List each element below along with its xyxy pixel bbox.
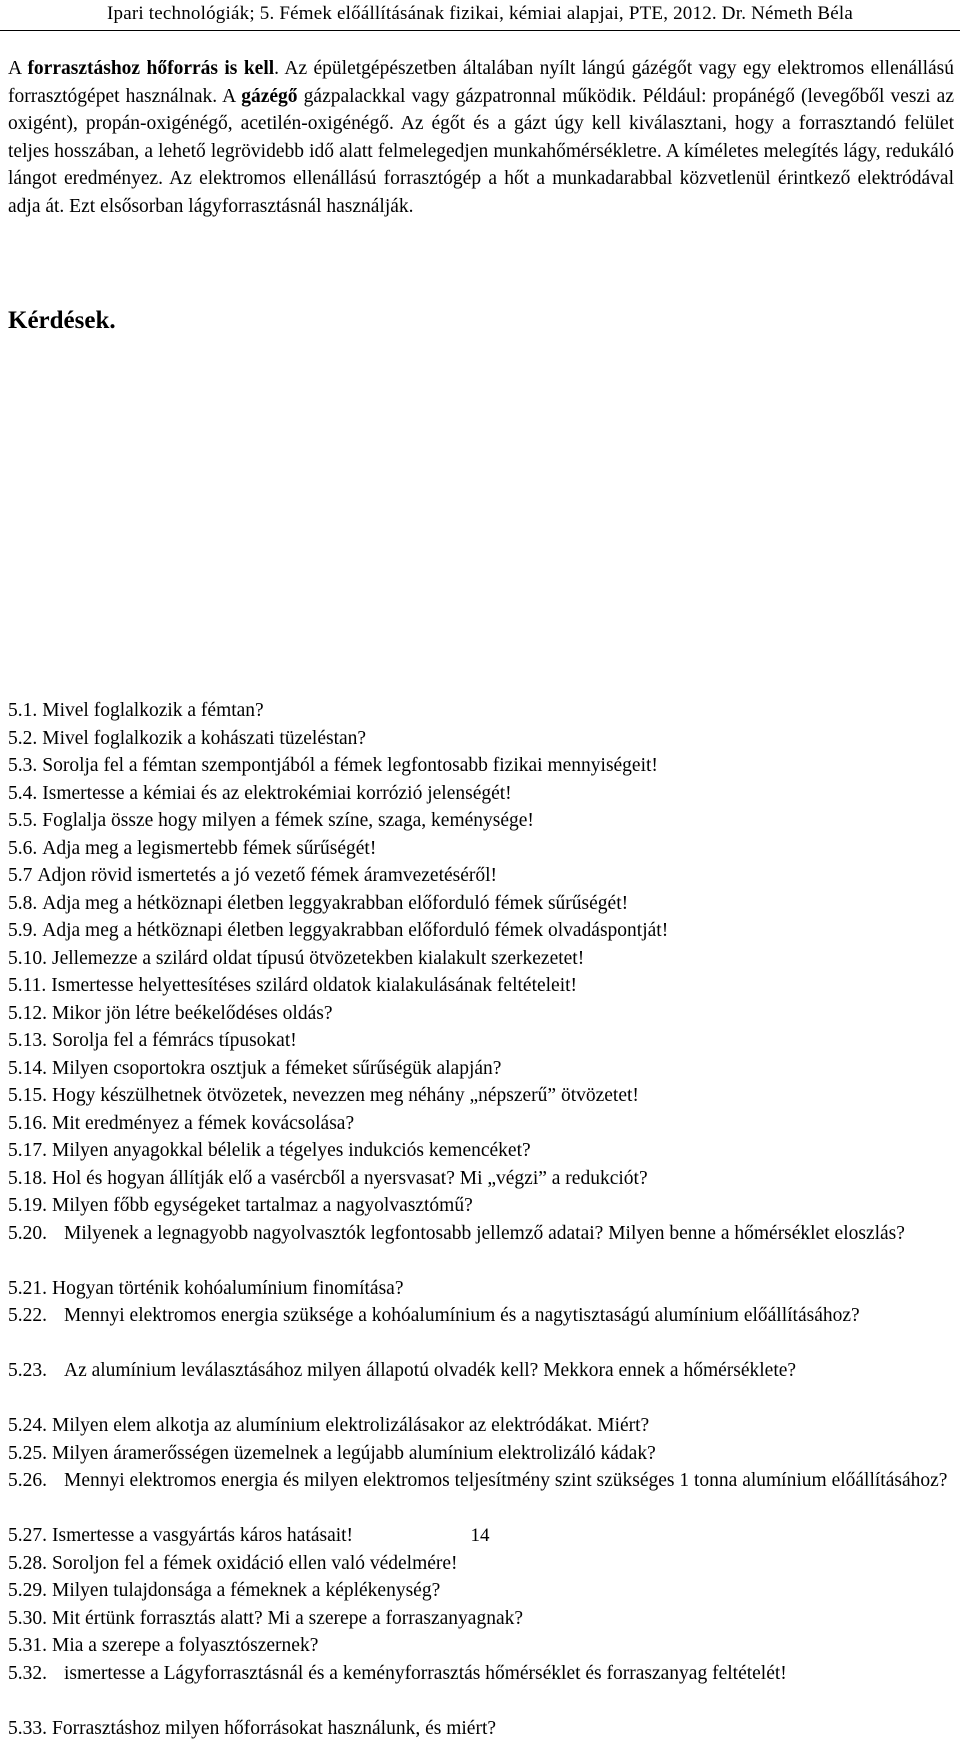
question-item bbox=[8, 1110, 954, 1138]
question-number: 5.1. bbox=[8, 697, 37, 725]
question-number: 5.26. bbox=[8, 1467, 64, 1495]
question-text: Foglalja össze hogy milyen a fémek színe, szaga, keménysége! bbox=[42, 807, 534, 835]
question-item bbox=[8, 890, 954, 918]
question-number: 5.17. bbox=[8, 1137, 47, 1165]
question-item bbox=[8, 972, 954, 1000]
question-number: 5.4. bbox=[8, 780, 37, 808]
question-number: 5.5. bbox=[8, 807, 37, 835]
question-text: Adjon rövid ismertetés a jó vezető fémek áramvezetéséről! bbox=[37, 862, 497, 890]
question-item bbox=[8, 1275, 954, 1303]
intro-text-2: . Az épületgépészetben általában nyílt lángú gázégőt vagy egy elektromos ellenállású forrasztógépet használnak. A bbox=[8, 58, 954, 107]
question-item bbox=[8, 752, 954, 780]
question-item bbox=[8, 1137, 954, 1165]
question-number: 5.6. bbox=[8, 835, 37, 863]
question-item bbox=[8, 917, 954, 945]
question-text: Mia a szerepe a folyasztószernek? bbox=[52, 1632, 318, 1660]
intro-text-3: gázpalackkal vagy gázpatronnal működik. Például: propánégő (levegőből veszi az oxigént), propán-oxigénégő, acetilén-oxigénégő. Az égőt és a gázt úgy kell kiválasztani, hogy a forrasztandó felület teljes hosszában, a lehető legrövidebb idő alatt felmelegedjen munkahőmérsékletre. A kíméletes melegítés lágy, redukáló lángot eredményez. Az elektromos ellenállású forrasztógép a hőt a munkadarabbal közvetlenül érintkező elektródával adja át. Ezt elsősorban lágyforrasztásnál használják. bbox=[8, 86, 954, 217]
question-item bbox=[8, 1715, 954, 1742]
question-number: 5.13. bbox=[8, 1027, 47, 1055]
intro-text-1: A bbox=[8, 58, 27, 79]
question-text: Forrasztáshoz milyen hőforrásokat használunk, és miért? bbox=[52, 1715, 496, 1742]
page-number: 14 bbox=[0, 1524, 960, 1548]
question-text: Mivel foglalkozik a kohászati tüzeléstan? bbox=[42, 725, 366, 753]
question-text: Milyen tulajdonsága a fémeknek a képlékenység? bbox=[52, 1577, 440, 1605]
question-item bbox=[8, 1660, 954, 1688]
question-item bbox=[8, 945, 954, 973]
question-text: Mivel foglalkozik a fémtan? bbox=[42, 697, 263, 725]
question-number: 5.28. bbox=[8, 1550, 47, 1578]
question-number: 5.27. bbox=[8, 1522, 47, 1550]
question-text: Sorolja fel a fémtan szempontjából a fémek legfontosabb fizikai mennyiségeit! bbox=[42, 752, 658, 780]
question-number: 5.25. bbox=[8, 1440, 47, 1468]
question-item bbox=[8, 1055, 954, 1083]
question-text: Adja meg a hétköznapi életben leggyakrabban előforduló fémek olvadáspontját! bbox=[42, 917, 668, 945]
question-number: 5.12. bbox=[8, 1000, 47, 1028]
question-number: 5.3. bbox=[8, 752, 37, 780]
question-number: 5.8. bbox=[8, 890, 37, 918]
question-item bbox=[8, 1577, 954, 1605]
intro-paragraph bbox=[8, 55, 954, 220]
question-text: Az alumínium leválasztásához milyen állapotú olvadék kell? Mekkora ennek a hőmérséklete? bbox=[64, 1357, 954, 1385]
question-text: Ismertesse a vasgyártás káros hatásait! bbox=[52, 1522, 353, 1550]
question-text: Adja meg a hétköznapi életben leggyakrabban előforduló fémek sűrűségét! bbox=[42, 890, 628, 918]
question-text: Hogyan történik kohóalumínium finomítása? bbox=[52, 1275, 403, 1303]
question-text: ismertesse a Lágyforrasztásnál és a keményforrasztás hőmérséklet és forraszanyag feltételét! bbox=[64, 1660, 954, 1688]
question-number: 5.9. bbox=[8, 917, 37, 945]
question-item bbox=[8, 1357, 954, 1385]
question-text: Ismertesse a kémiai és az elektrokémiai korrózió jelenségét! bbox=[42, 780, 511, 808]
question-text: Milyen áramerősségen üzemelnek a legújabb alumínium elektrolizáló kádak? bbox=[52, 1440, 656, 1468]
question-text: Soroljon fel a fémek oxidáció ellen való védelmére! bbox=[52, 1550, 458, 1578]
question-item bbox=[8, 1605, 954, 1633]
question-text: Jellemezze a szilárd oldat típusú ötvözetekben kialakult szerkezetet! bbox=[52, 945, 584, 973]
question-number: 5.14. bbox=[8, 1055, 47, 1083]
question-item bbox=[8, 780, 954, 808]
question-item bbox=[8, 1550, 954, 1578]
question-text: Adja meg a legismertebb fémek sűrűségét! bbox=[42, 835, 376, 863]
question-text: Milyenek a legnagyobb nagyolvasztók legfontosabb jellemző adatai? Milyen benne a hőmérséklet eloszlás? bbox=[64, 1220, 954, 1248]
question-number: 5.18. bbox=[8, 1165, 47, 1193]
question-item bbox=[8, 1467, 954, 1495]
question-item bbox=[8, 862, 954, 890]
running-header: Ipari technológiák; 5. Fémek előállításának fizikai, kémiai alapjai, PTE, 2012. Dr. Németh Béla bbox=[0, 0, 960, 31]
question-text: Milyen főbb egységeket tartalmaz a nagyolvasztómű? bbox=[52, 1192, 473, 1220]
question-text: Sorolja fel a fémrács típusokat! bbox=[52, 1027, 297, 1055]
question-item bbox=[8, 1632, 954, 1660]
question-text: Milyen anyagokkal bélelik a tégelyes indukciós kemencéket? bbox=[52, 1137, 531, 1165]
question-text: Mennyi elektromos energia szüksége a kohóalumínium és a nagytisztaságú alumínium előállításához? bbox=[64, 1302, 954, 1330]
question-number: 5.10. bbox=[8, 945, 47, 973]
question-text: Milyen elem alkotja az alumínium elektrolizálásakor az elektródákat. Miért? bbox=[52, 1412, 649, 1440]
question-number: 5.11. bbox=[8, 972, 46, 1000]
question-number: 5.23. bbox=[8, 1357, 64, 1385]
question-number: 5.33. bbox=[8, 1715, 47, 1742]
question-text: Mennyi elektromos energia és milyen elektromos teljesítmény szint szükséges 1 tonna alumínium előállításához? bbox=[64, 1467, 954, 1495]
question-text: Milyen csoportokra osztjuk a fémeket sűrűségük alapján? bbox=[52, 1055, 501, 1083]
question-item bbox=[8, 1000, 954, 1028]
question-text: Hol és hogyan állítják elő a vasércből a nyersvasat? Mi „végzi” a redukciót? bbox=[52, 1165, 648, 1193]
question-item bbox=[8, 835, 954, 863]
question-number: 5.22. bbox=[8, 1302, 64, 1330]
question-item bbox=[8, 807, 954, 835]
question-number: 5.32. bbox=[8, 1660, 64, 1688]
question-number: 5.29. bbox=[8, 1577, 47, 1605]
question-item bbox=[8, 1440, 954, 1468]
question-item bbox=[8, 697, 954, 725]
question-item bbox=[8, 725, 954, 753]
question-number: 5.24. bbox=[8, 1412, 47, 1440]
question-text: Mit eredményez a fémek kovácsolása? bbox=[52, 1110, 354, 1138]
questions-heading: Kérdések. bbox=[8, 305, 116, 337]
question-number: 5.16. bbox=[8, 1110, 47, 1138]
intro-bold-2: gázégő bbox=[241, 86, 297, 107]
question-number: 5.7 bbox=[8, 862, 32, 890]
question-number: 5.15. bbox=[8, 1082, 47, 1110]
intro-bold-1: forrasztáshoz hőforrás is kell bbox=[27, 58, 274, 79]
question-text: Hogy készülhetnek ötvözetek, nevezzen meg néhány „népszerű” ötvözetet! bbox=[52, 1082, 639, 1110]
question-item bbox=[8, 1302, 954, 1330]
question-item bbox=[8, 1165, 954, 1193]
question-number: 5.30. bbox=[8, 1605, 47, 1633]
question-number: 5.20. bbox=[8, 1220, 64, 1248]
question-number: 5.2. bbox=[8, 725, 37, 753]
question-item bbox=[8, 1412, 954, 1440]
question-item bbox=[8, 1082, 954, 1110]
question-text: Mit értünk forrasztás alatt? Mi a szerepe a forraszanyagnak? bbox=[52, 1605, 523, 1633]
question-text: Mikor jön létre beékelődéses oldás? bbox=[52, 1000, 333, 1028]
question-item bbox=[8, 1192, 954, 1220]
question-number: 5.19. bbox=[8, 1192, 47, 1220]
question-item bbox=[8, 1220, 954, 1248]
question-number: 5.21. bbox=[8, 1275, 47, 1303]
question-item bbox=[8, 1027, 954, 1055]
question-text: Ismertesse helyettesítéses szilárd oldatok kialakulásának feltételeit! bbox=[51, 972, 577, 1000]
question-number: 5.31. bbox=[8, 1632, 47, 1660]
